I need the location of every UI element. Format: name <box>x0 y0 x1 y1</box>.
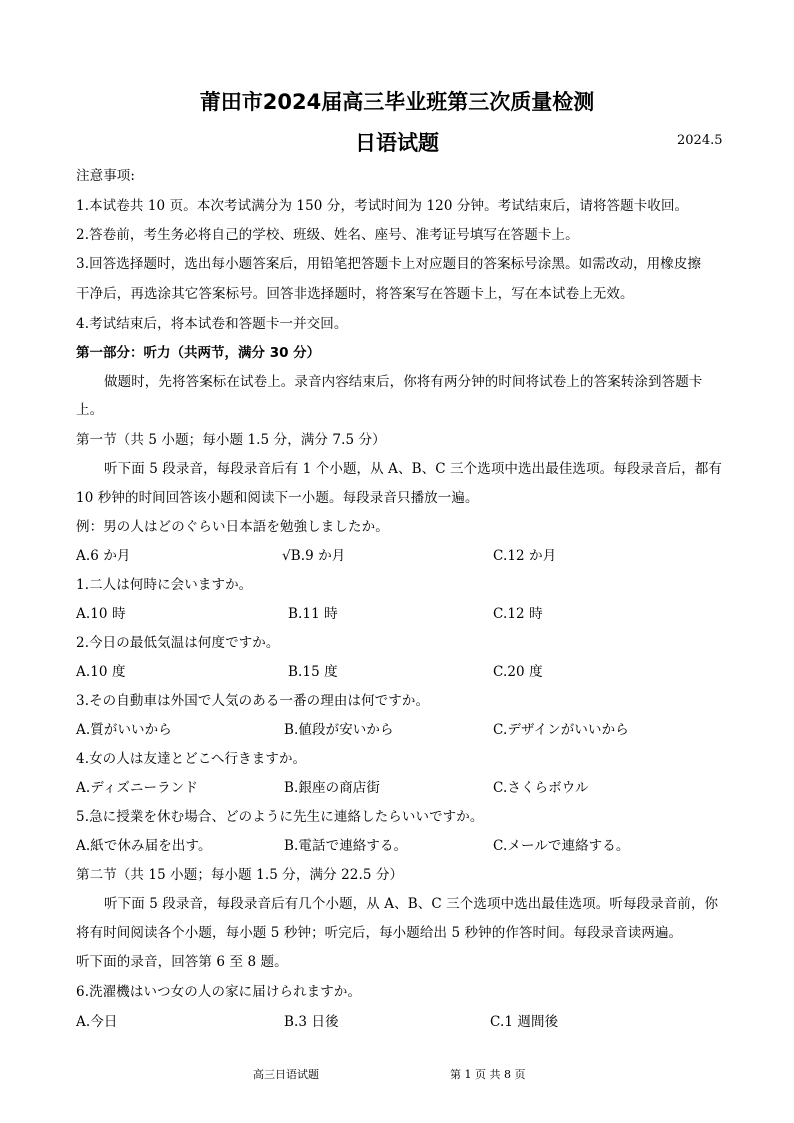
question-4-option-b: B.銀座の商店街 <box>284 780 381 796</box>
section1-intro-cont: 10 秒钟的时间回答该小题和阅读下一小题。每段录音只播放一遍。 <box>76 490 479 506</box>
question-4-option-a: A.ディズニーランド <box>76 780 198 796</box>
example-option-a: A.6 か月 <box>76 548 131 564</box>
question-2-option-a: A.10 度 <box>76 664 126 680</box>
question-6-option-c: C.1 週間後 <box>490 1014 559 1030</box>
notice-item: 3.回答选择题时，选出每小题答案后，用铅笔把答题卡上对应题目的答案标号涂黑。如需改动，用橡皮擦 <box>76 256 702 272</box>
section2-intro: 听下面 5 段录音，每段录音后有几个小题，从 A、B、C 三个选项中选出最佳选项。听每段录音前，你 <box>104 896 719 912</box>
section1-intro: 听下面 5 段录音，每段录音后有 1 个小题，从 A、B、C 三个选项中选出最佳选项。每段录音后，都有 <box>104 461 723 477</box>
question-5-option-b: B.電話で連絡する。 <box>284 838 408 854</box>
question-6: 6.洗濯機はいつ女の人の家に届けられますか。 <box>76 984 362 1000</box>
notice-item: 1.本试卷共 10 页。本次考试满分为 150 分，考试时间为 120 分钟。考试结束后，请将答题卡收回。 <box>76 198 689 214</box>
question-2-option-c: C.20 度 <box>493 664 543 680</box>
question-1-option-a: A.10 時 <box>76 606 126 622</box>
question-3: 3.その自動車は外国で人気のある一番の理由は何ですか。 <box>76 693 430 709</box>
section2-instruction: 听下面的录音，回答第 6 至 8 题。 <box>76 954 288 970</box>
question-6-option-b: B.3 日後 <box>284 1014 339 1030</box>
example-option-b: √B.9 か月 <box>282 548 346 564</box>
question-5: 5.急に授業を休む場合、どのように先生に連絡したらいいですか。 <box>76 809 484 825</box>
footer-title: 高三日语试题 <box>253 1068 319 1081</box>
exam-title: 莆田市2024届高三毕业班第三次质量检测 <box>199 90 595 114</box>
notice-item: 4.考试结束后，将本试卷和答题卡一并交回。 <box>76 316 348 332</box>
question-5-option-c: C.メールで連絡する。 <box>493 838 630 854</box>
part1-intro: 做题时，先将答案标在试卷上。录音内容结束后，你将有两分钟的时间将试卷上的答案转涂到答题卡 <box>104 374 703 390</box>
part1-intro-cont: 上。 <box>76 402 104 418</box>
question-4: 4.女の人は友達とどこへ行きますか。 <box>76 751 307 767</box>
footer-page-number: 第 1 页 共 8 页 <box>450 1068 526 1081</box>
question-2-option-b: B.15 度 <box>288 664 338 680</box>
section1-heading: 第一节（共 5 小题；每小题 1.5 分，满分 7.5 分） <box>76 432 386 448</box>
question-3-option-c: C.デザインがいいから <box>493 722 629 738</box>
notice-item: 干净后，再选涂其它答案标号。回答非选择题时，将答案写在答题卡上，写在本试卷上无效。 <box>76 286 634 302</box>
section2-intro-cont: 将有时间阅读各个小题，每小题 5 秒钟；听完后，每小题给出 5 秒钟的作答时间。每段录音读两遍。 <box>76 925 683 941</box>
question-4-option-c: C.さくらボウル <box>493 780 589 796</box>
question-2: 2.今日の最低気温は何度ですか。 <box>76 635 280 651</box>
question-3-option-a: A.質がいいから <box>76 722 172 738</box>
notice-item: 2.答卷前，考生务必将自己的学校、班级、姓名、座号、准考证号填写在答题卡上。 <box>76 227 579 243</box>
example-question: 例：男の人はどのぐらい日本語を勉強しましたか。 <box>76 519 389 535</box>
question-1-option-c: C.12 時 <box>493 606 543 622</box>
notice-heading: 注意事项: <box>76 168 136 184</box>
question-1-option-b: B.11 時 <box>288 606 338 622</box>
example-option-c: C.12 か月 <box>493 548 557 564</box>
part1-heading: 第一部分：听力（共两节，满分 30 分） <box>76 345 321 361</box>
question-3-option-b: B.値段が安いから <box>284 722 394 738</box>
section2-heading: 第二节（共 15 小题；每小题 1.5 分，满分 22.5 分） <box>76 867 404 883</box>
exam-subtitle: 日语试题 <box>355 131 439 155</box>
question-6-option-a: A.今日 <box>76 1014 118 1030</box>
question-1: 1.二人は何時に会いますか。 <box>76 577 253 593</box>
exam-date: 2024.5 <box>677 133 723 148</box>
question-5-option-a: A.紙で休み届を出す。 <box>76 838 212 854</box>
